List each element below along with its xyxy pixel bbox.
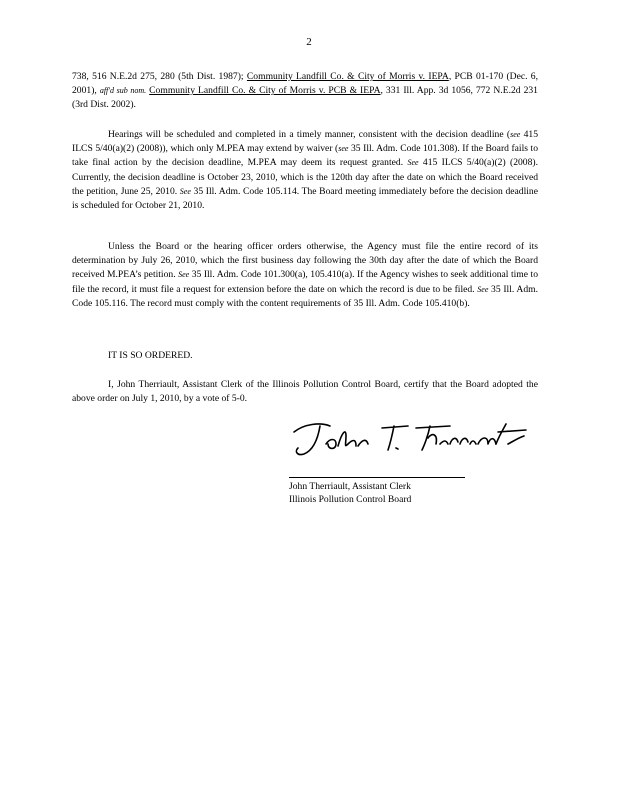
see-signal: see: [338, 144, 349, 154]
paragraph-text: Unless the Board or the hearing officer orders otherwise, the Agency must file the entire record of its determination by July 26, 2010, which the first business day following the 30th day after the date of which the Board received M.PEA’s petition.: [72, 241, 538, 281]
paragraph-text: 35 Ill. Adm. Code 105.114. The Board meeting immediately before the decision deadline is scheduled for October 21, 2010.: [72, 185, 538, 212]
paragraph-text: 35 Ill. Adm. Code 101.300(a), 105.410(a). If the Agency wishes to seek additional time to file the record, it must file a request for extension before the date on which the record is due to be filed.: [72, 269, 538, 295]
page-number: 2: [306, 36, 312, 48]
citation-text: , PCB 01-170 (Dec. 6, 2001),: [72, 71, 539, 97]
see-signal: See: [407, 158, 419, 168]
handwritten-signature: [290, 414, 530, 464]
paragraph-text: 415 ILCS 5/40(a)(2) (2008). Currently, the decision deadline is October 23, 2010, which is the 120th day after the date on which the Board received the petition, June 25, 2010.: [72, 157, 538, 197]
paragraph-text: 35 Ill. Adm. Code 105.116. The record must comply with the content requirements of 35 Ill. Adm. Code 105.410(b).: [72, 283, 538, 309]
agency-record-paragraph: [72, 240, 538, 311]
citation-text: 738, 516 N.E.2d 275, 280 (5th Dist. 1987);: [72, 71, 247, 82]
case-name-community-landfill-iepa: Community Landfill Co. & City of Morris v. IEPA: [246, 71, 449, 82]
see-signal: See: [477, 284, 489, 294]
citation-text: , 331 Ill. App. 3d 1056, 772 N.E.2d 231 (3rd Dist. 2002).: [72, 85, 538, 111]
signature-line: [289, 477, 465, 478]
paragraph-text: Hearings will be scheduled and completed in a timely manner, consistent with the decision deadline (: [108, 129, 511, 140]
case-name-community-landfill-pcb: Community Landfill Co. & City of Morris v. PCB & IEPA: [149, 85, 381, 97]
see-signal: See: [178, 270, 190, 280]
so-ordered-statement: IT IS SO ORDERED.: [108, 350, 193, 361]
paragraph-text: 415 ILCS 5/40(a)(2) (2008)), which only M.PEA may extend by waiver (: [72, 129, 538, 155]
paragraph-text: 35 Ill. Adm. Code 101.308). If the Board fails to take final action by the decision deadline, M.PEA may deem its request granted.: [72, 143, 538, 169]
affd-sub-nom: aff'd sub nom.: [99, 86, 147, 96]
see-signal: See: [179, 186, 191, 196]
citation-paragraph: [72, 70, 538, 113]
see-signal: see: [510, 130, 521, 139]
hearing-schedule-paragraph: [72, 128, 538, 213]
signatory-name: John Therriault, Assistant Clerk: [289, 481, 411, 492]
signatory-title: Illinois Pollution Control Board: [289, 494, 412, 505]
certification-paragraph: I, John Therriault, Assistant Clerk of the Illinois Pollution Control Board, certify that the Board adopted the above order on July 1, 2010, by a vote of 5-0.: [72, 379, 538, 405]
